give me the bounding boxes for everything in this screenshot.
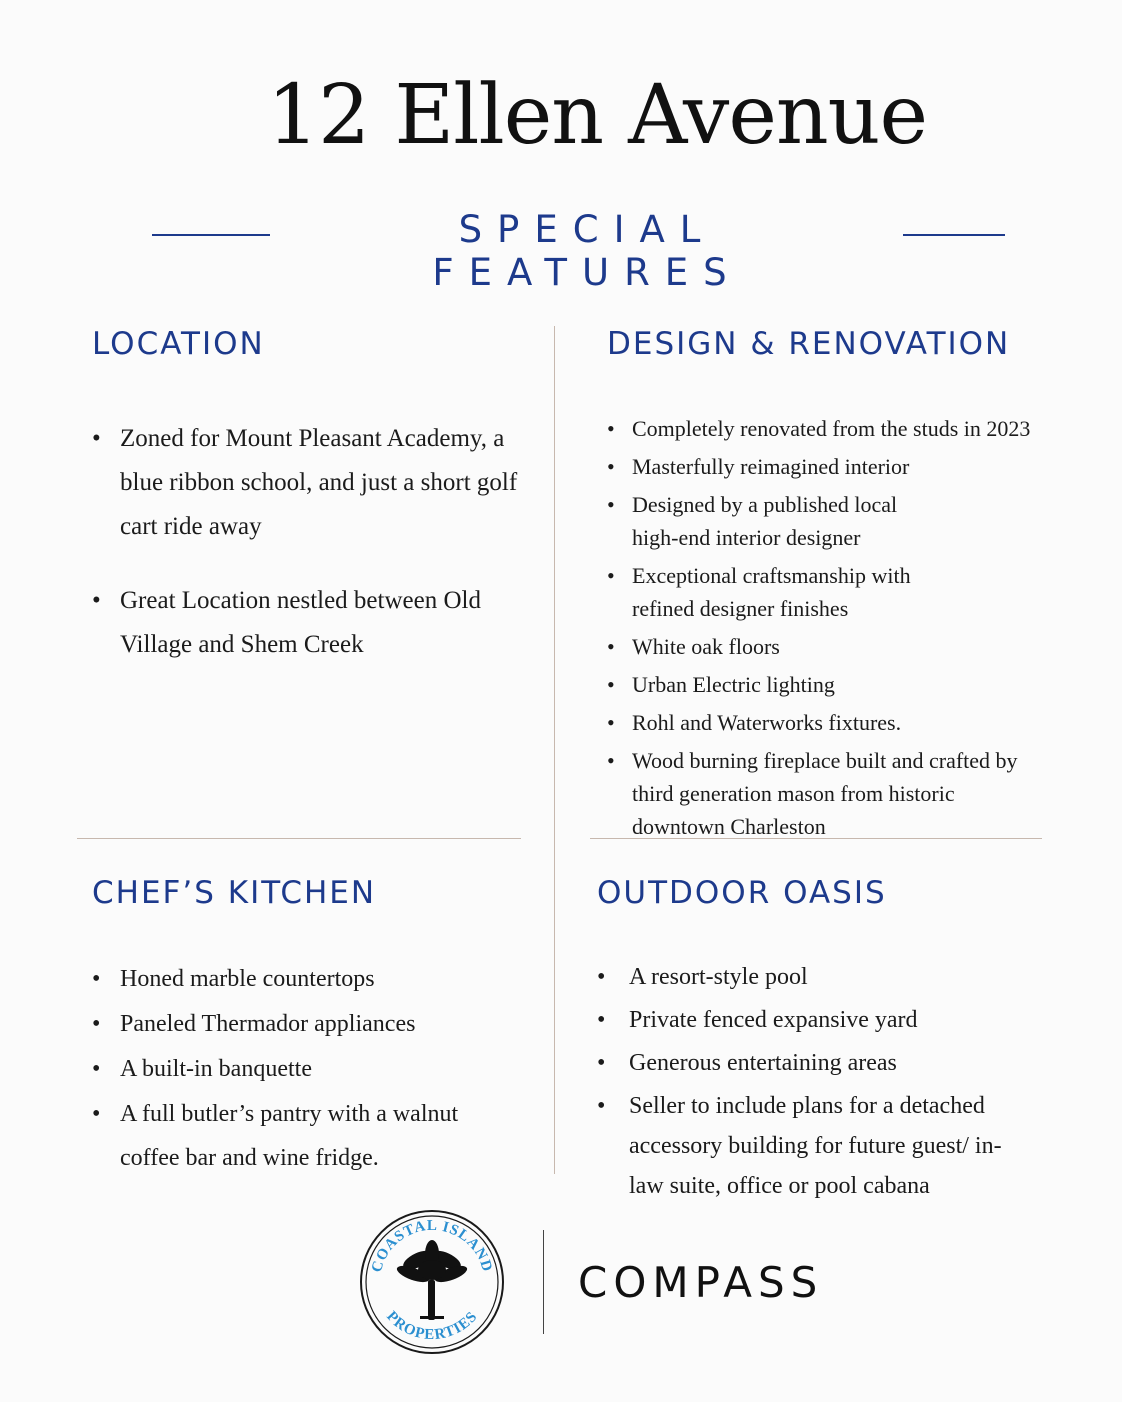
bullet: • <box>597 964 606 990</box>
list-item <box>597 1000 1097 1040</box>
section-heading: CHEF’S KITCHEN <box>92 875 377 911</box>
subtitle-rule-right <box>903 234 1005 236</box>
list-item <box>92 957 532 1001</box>
section-heading: OUTDOOR OASIS <box>597 875 887 911</box>
feature-list <box>92 417 532 667</box>
list-item-text: Completely renovated from the studs in 2023 <box>632 416 1031 441</box>
subtitle-rule-left <box>152 234 270 236</box>
bullet: • <box>607 563 615 588</box>
section-chefs-kitchen <box>92 875 532 1181</box>
bullet: • <box>607 416 615 441</box>
bullet: • <box>92 1101 101 1127</box>
logo-divider <box>543 1230 544 1334</box>
list-item <box>607 630 1117 663</box>
bullet: • <box>92 425 101 452</box>
feature-list <box>607 412 1117 843</box>
bullet: • <box>597 1007 606 1033</box>
bullet: • <box>607 748 615 773</box>
list-item-text: Generous entertaining areas <box>629 1050 897 1076</box>
bullet: • <box>607 710 615 735</box>
bullet: • <box>92 1056 101 1082</box>
list-item <box>92 579 532 667</box>
list-item-text: White oak floors <box>632 634 780 659</box>
list-item-text: A resort-style pool <box>629 964 808 990</box>
list-item-text: Paneled Thermador appliances <box>120 1011 416 1037</box>
bullet: • <box>92 587 101 614</box>
list-item-text: Masterfully reimagined interior <box>632 454 910 479</box>
list-item <box>607 559 962 625</box>
horizontal-divider-left <box>77 838 521 839</box>
list-item <box>92 1047 532 1091</box>
logo-bottom-text: PROPERTIES <box>383 1308 481 1344</box>
bullet: • <box>607 672 615 697</box>
list-item-text: Urban Electric lighting <box>632 672 835 697</box>
list-item-text: Exceptional craftsmanship with refined designer finishes <box>632 563 911 621</box>
bullet: • <box>607 492 615 517</box>
list-item-text: Great Location nestled between Old Village and Shem Creek <box>120 587 481 658</box>
bullet: • <box>92 966 101 992</box>
list-item-text: Rohl and Waterworks fixtures. <box>632 710 902 735</box>
bullet: • <box>607 454 615 479</box>
palmetto-tree-icon <box>395 1240 469 1320</box>
list-item <box>607 744 1052 843</box>
bullet: • <box>597 1093 606 1119</box>
list-item <box>607 488 932 554</box>
list-item-text: Honed marble countertops <box>120 966 375 992</box>
list-item <box>597 957 1097 997</box>
list-item <box>607 706 1117 739</box>
bullet: • <box>607 634 615 659</box>
section-outdoor-oasis <box>597 875 1097 1209</box>
list-item-text: A full butler’s pantry with a walnut coffee bar and wine fridge. <box>120 1101 459 1171</box>
list-item-text: Wood burning fireplace built and crafted by third generation mason from historic downtown Charleston <box>632 748 1018 839</box>
list-item <box>607 412 1117 445</box>
section-design-renovation <box>607 326 1117 848</box>
list-item <box>597 1086 1034 1206</box>
bullet: • <box>597 1050 606 1076</box>
section-location <box>92 326 532 697</box>
vertical-divider <box>554 326 555 1174</box>
coastal-island-seal <box>358 1208 506 1356</box>
section-heading: LOCATION <box>92 326 265 362</box>
compass-logo: COMPASS <box>578 1258 824 1307</box>
feature-list <box>597 957 1097 1206</box>
list-item <box>607 450 1117 483</box>
bullet: • <box>92 1011 101 1037</box>
coastal-island-logo <box>358 1208 506 1356</box>
list-item-text: Zoned for Mount Pleasant Academy, a blue ribbon school, and just a short golf cart ride away <box>120 425 518 540</box>
list-item <box>92 417 532 549</box>
list-item <box>597 1043 1097 1083</box>
logo-top-text: COASTAL ISLAND <box>368 1217 496 1275</box>
list-item <box>92 1092 510 1180</box>
section-heading: DESIGN & RENOVATION <box>607 326 1011 362</box>
list-item-text: A built-in banquette <box>120 1056 312 1082</box>
subtitle-row <box>0 208 1122 294</box>
page-title: 12 Ellen Avenue <box>266 68 928 163</box>
list-item-text: Private fenced expansive yard <box>629 1007 918 1033</box>
subtitle: SPECIAL FEATURES <box>432 208 742 294</box>
feature-list <box>92 957 532 1180</box>
list-item-text: Seller to include plans for a detached accessory building for future guest/ in-law suite, office or pool cabana <box>629 1093 1002 1199</box>
list-item <box>92 1002 532 1046</box>
list-item-text: Designed by a published local high-end interior designer <box>632 492 898 550</box>
list-item <box>607 668 1117 701</box>
